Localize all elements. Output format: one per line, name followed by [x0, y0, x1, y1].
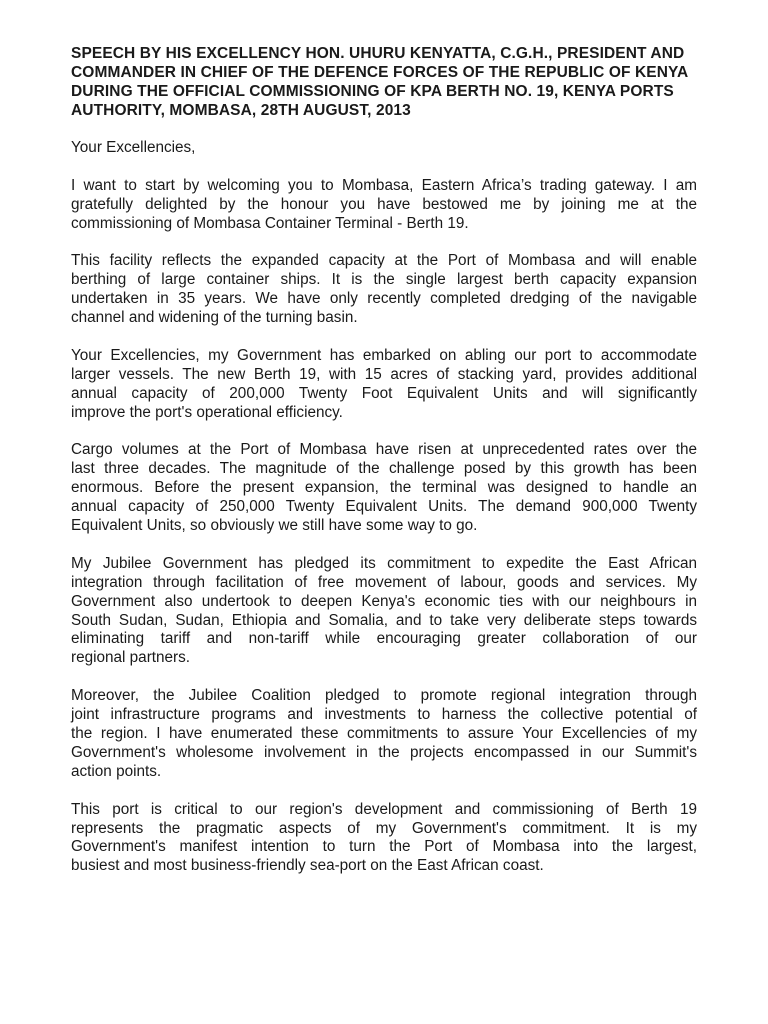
paragraph-line: busiest and most business-friendly sea-port on the East African coast.: [71, 857, 544, 875]
paragraph-line: the region. I have enumerated these commitments to assure Your Excellencies of my: [71, 725, 697, 742]
paragraph-line: action points.: [71, 762, 162, 780]
paragraph-line: annual capacity of 250,000 Twenty Equivalent Units. The demand 900,000 Twenty: [71, 498, 697, 516]
paragraph-line: undertaken in 35 years. We have only recently completed dredging of the navigable: [71, 290, 697, 308]
paragraph-line: I want to start by welcoming you to Mombasa, Eastern Africa’s trading gateway. I am: [71, 176, 697, 194]
paragraph: [71, 801, 697, 877]
paragraph: [71, 441, 697, 536]
paragraph-line: South Sudan, Sudan, Ethiopia and Somalia, and to take very deliberate steps towards: [71, 611, 697, 629]
paragraph-line: Government also undertook to deepen Kenya's economic ties with our neighbours in: [71, 592, 697, 610]
paragraph-line: regional partners.: [71, 649, 191, 667]
paragraph: [71, 555, 697, 668]
paragraph: [71, 252, 697, 328]
paragraph: [71, 177, 697, 234]
paragraph-line: My Jubilee Government has pledged its commitment to expedite the East African: [71, 554, 697, 572]
paragraph: [71, 347, 697, 423]
paragraph-line: represents the pragmatic aspects of my Government's commitment. It is my: [71, 819, 697, 837]
paragraph-line: improve the port's operational efficiency.: [71, 403, 343, 421]
paragraph-line: last three decades. The magnitude of the challenge posed by this growth has been: [71, 460, 697, 478]
paragraph-line: larger vessels. The new Berth 19, with 15 acres of stacking yard, provides additional: [71, 365, 697, 383]
speech-title: [71, 44, 697, 120]
title-line: SPEECH BY HIS EXCELLENCY HON. UHURU KENYATTA, C.G.H., PRESIDENT AND: [71, 45, 685, 62]
paragraph-line: Moreover, the Jubilee Coalition pledged to promote regional integration through: [71, 687, 697, 705]
paragraph-line: Equivalent Units, so obviously we still have some way to go.: [71, 517, 478, 535]
paragraph-line: channel and widening of the turning basin.: [71, 309, 358, 327]
paragraph-line: commissioning of Mombasa Container Terminal - Berth 19.: [71, 214, 469, 232]
paragraph-line: Your Excellencies,: [71, 139, 196, 156]
paragraph-line: Government's manifest intention to turn the Port of Mombasa into the largest,: [71, 838, 697, 856]
paragraph-line: joint infrastructure programs and investments to harness the collective potential of: [71, 706, 697, 724]
salutation: [71, 139, 697, 158]
paragraph-line: This port is critical to our region's development and commissioning of Berth 19: [71, 800, 697, 818]
speech-document: [71, 44, 697, 895]
paragraph-line: eliminating tariff and non-tariff while encouraging greater collaboration of our: [71, 630, 697, 648]
paragraph-line: integration through facilitation of free movement of labour, goods and services. My: [71, 573, 697, 591]
speech-body: [71, 139, 697, 876]
title-line: DURING THE OFFICIAL COMMISSIONING OF KPA BERTH NO. 19, KENYA PORTS: [71, 83, 674, 100]
paragraph-line: enormous. Before the present expansion, the terminal was designed to handle an: [71, 479, 697, 497]
title-line: COMMANDER IN CHIEF OF THE DEFENCE FORCES OF THE REPUBLIC OF KENYA: [71, 64, 689, 81]
paragraph: [71, 687, 697, 782]
paragraph-line: This facility reflects the expanded capacity at the Port of Mombasa and will enable: [71, 252, 697, 270]
title-line: AUTHORITY, MOMBASA, 28TH AUGUST, 2013: [71, 102, 411, 119]
paragraph-line: Government's wholesome involvement in the projects encompassed in our Summit's: [71, 743, 697, 761]
paragraph-line: Your Excellencies, my Government has embarked on abling our port to accommodate: [71, 346, 697, 364]
paragraph-line: Cargo volumes at the Port of Mombasa have risen at unprecedented rates over the: [71, 441, 697, 459]
paragraph-line: gratefully delighted by the honour you have bestowed me by joining me at the: [71, 195, 697, 213]
paragraph-line: annual capacity of 200,000 Twenty Foot Equivalent Units and will significantly: [71, 384, 697, 402]
paragraph-line: berthing of large container ships. It is the single largest berth capacity expansion: [71, 271, 697, 289]
